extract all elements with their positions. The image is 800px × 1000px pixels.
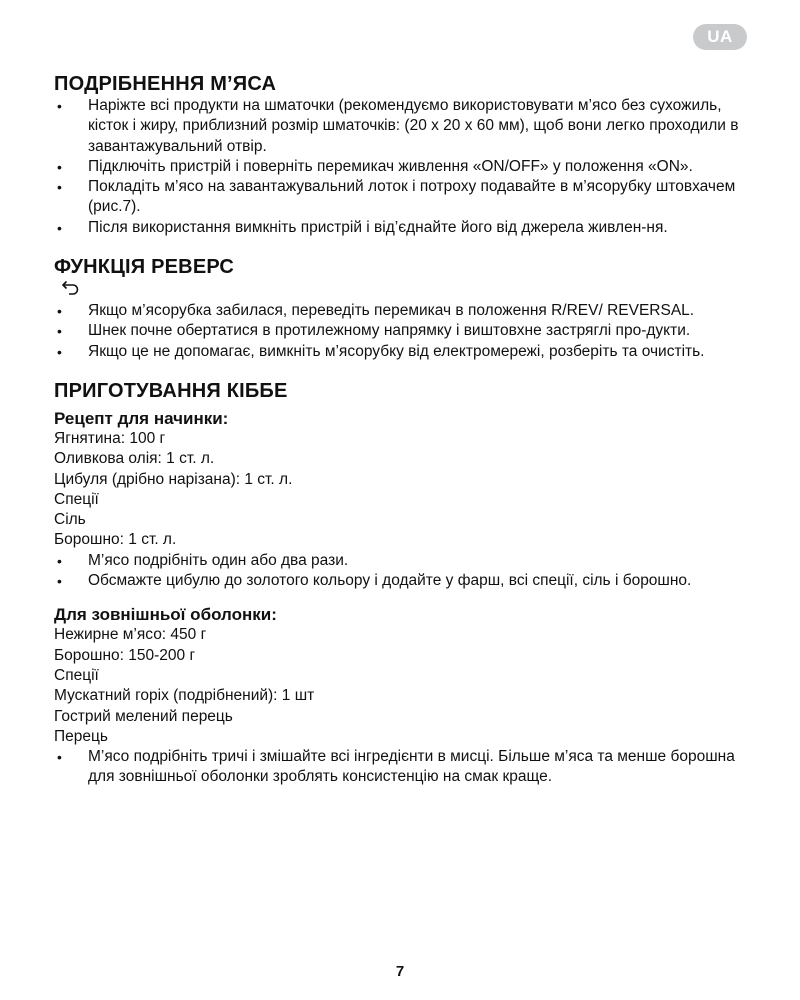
section-title: ПОДРІБНЕННЯ М’ЯСА: [54, 73, 277, 95]
section-title: ПРИГОТУВАННЯ КІББЕ: [54, 379, 288, 402]
list-item: • М’ясо подрібніть один або два рази.: [54, 551, 744, 571]
list-item: • М’ясо подрібніть тричі і змішайте всі інгредієнти в мисці. Більше м’яса та менше борошна для зовнішньої оболонки зроблять консистенцію на смак краще.: [54, 747, 744, 788]
section-mincing: [54, 72, 744, 238]
section-reverse: [54, 255, 744, 362]
list-item: • Шнек почне обертатися в протилежному напрямку і виштовхне застряглі про-дукти.: [54, 321, 744, 341]
ingredient: Сіль: [54, 511, 86, 529]
list-item: • Обсмажте цибулю до золотого кольору і додайте у фарш, всі спеції, сіль і борошно.: [54, 571, 744, 591]
shell-ingredients: [54, 625, 744, 747]
bullet-list: [54, 96, 744, 238]
ingredient: Гострий мелений перець: [54, 707, 233, 725]
page-number: 7: [395, 963, 405, 980]
section-title: ФУНКЦІЯ РЕВЕРС: [54, 256, 235, 279]
ingredient: Спеції: [54, 490, 99, 508]
list-item: • Якщо це не допомагає, вимкніть м’ясорубку від електромережі, розберіть та очистіть.: [54, 342, 744, 362]
filling-recipe-title: Рецепт для начинки:: [54, 408, 229, 428]
filling-ingredients: [54, 429, 744, 551]
ingredient: Мускатний горіх (подрібнений): 1 шт: [54, 687, 315, 705]
bullet-list: [54, 301, 744, 362]
list-item: • Якщо м’ясорубка забилася, переведіть перемикач в положення R/REV/ REVERSAL.: [54, 301, 744, 321]
ingredient: Цибуля (дрібно нарізана): 1 ст. л.: [54, 470, 293, 488]
section-kibbe: [54, 379, 744, 788]
ingredient: Борошно: 150-200 г: [54, 646, 196, 664]
ingredient: Оливкова олія: 1 ст. л.: [54, 450, 215, 468]
list-item: • Покладіть м’ясо на завантажувальний лоток і потроху подавайте в м’ясорубку штовхачем (рис.7).: [54, 177, 744, 218]
ingredient: Нежирне м’ясо: 450 г: [54, 626, 207, 644]
shell-recipe-title: Для зовнішньої оболонки:: [54, 605, 277, 625]
list-item: • Після використання вимкніть пристрій і від’єднайте його від джерела живлен-ня.: [54, 218, 744, 238]
ingredient: Перець: [54, 727, 108, 745]
list-item: • Наріжте всі продукти на шматочки (рекомендуємо використовувати м’ясо без сухожиль, кісток і жиру, приблизний розмір шматочків: (20 х 20 х 60 мм), щоб вони легко проходили в завантажувальний отвір.: [54, 96, 744, 157]
shell-steps: [54, 747, 744, 788]
ingredient: Борошно: 1 ст. л.: [54, 531, 177, 549]
ingredient: Ягнятина: 100 г: [54, 429, 166, 447]
page-content: [54, 72, 744, 788]
reverse-arrow-icon: [58, 279, 82, 299]
ingredient: Спеції: [54, 666, 99, 684]
language-badge: UA: [693, 24, 747, 50]
list-item: • Підключіть пристрій і поверніть перемикач живлення «ON/OFF» у положення «ON».: [54, 157, 744, 177]
filling-steps: [54, 551, 744, 592]
